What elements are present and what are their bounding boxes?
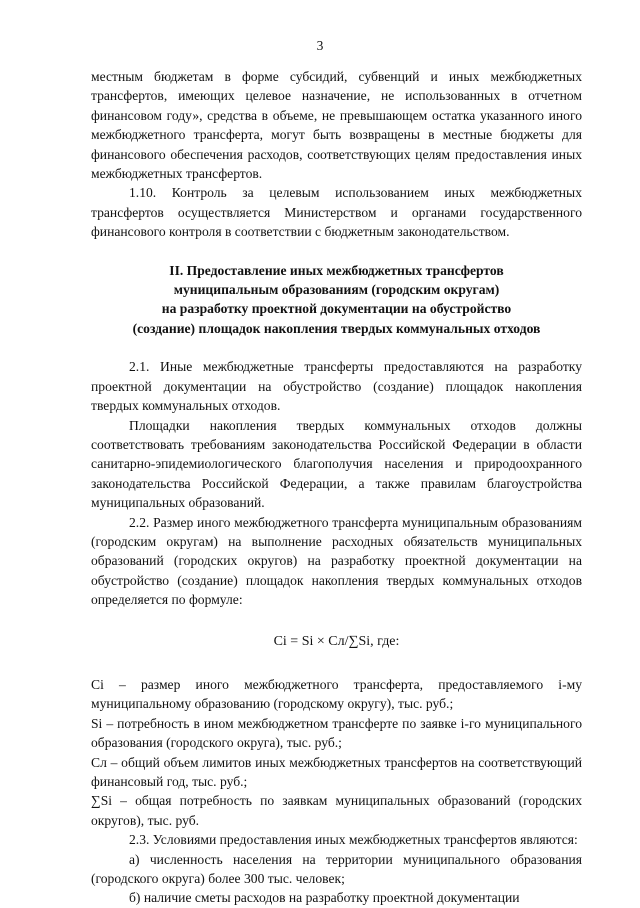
section-heading	[91, 261, 582, 339]
definition-sum-si: ∑Si – общая потребность по заявкам муниципальных образований (городских округов), тыс. руб.	[91, 793, 582, 828]
document-body	[91, 67, 582, 908]
heading-line-2: муниципальным образованиям (городским округам)	[173, 282, 500, 298]
formula: Ci = Si × Сл/∑Si, где:	[273, 633, 400, 649]
paragraph-sites-requirements: Площадки накопления твердых коммунальных отходов должны соответствовать требованиям законодательства Российской Федерации в области санитарно-эпидемиологического благополучия населения и природоохранного законодательства Российской Федерации, а также правилам благоустройства муниципальных образований.	[91, 417, 582, 511]
condition-b: б) наличие сметы расходов на разработку проектной документации	[129, 890, 520, 906]
heading-line-3: на разработку проектной документации на обустройство	[161, 301, 512, 317]
paragraph-continuation: местным бюджетам в форме субсидий, субвенций и иных межбюджетных трансфертов, имеющих целевое назначение, не использованных в отчетном финансовом году», средства в объеме, не превышающем остатка указанного иного межбюджетного трансферта, могут быть возвращены в местные бюджеты для финансового обеспечения расходов, соответствующих целям предоставления иных межбюджетных трансфертов.	[91, 69, 582, 182]
definition-sl: Сл – общий объем лимитов иных межбюджетных трансфертов на соответствующий финансовый год, тыс. руб.;	[91, 754, 582, 789]
paragraph-1-10: 1.10. Контроль за целевым использованием иных межбюджетных трансфертов осуществляется Министерством и органами государственного финансового контроля в соответствии с бюджетным законодательством.	[91, 185, 582, 240]
paragraph-2-3: 2.3. Условиями предоставления иных межбюджетных трансфертов являются:	[129, 832, 578, 848]
condition-a: а) численность населения на территории муниципального образования (городского округа) более 300 тыс. человек;	[91, 851, 582, 887]
paragraph-2-1: 2.1. Иные межбюджетные трансферты предоставляются на разработку проектной документации на обустройство (создание) площадок накопления твердых коммунальных отходов.	[91, 359, 582, 414]
definition-si: Si – потребность в ином межбюджетном трансферте по заявке i-го муниципального образования (городского округа), тыс. руб.;	[91, 715, 582, 751]
definition-ci: Ci – размер иного межбюджетного трансферта, предоставляемого i-му муниципальному образованию (городскому округу), тыс. руб.;	[91, 676, 582, 712]
paragraph-2-2: 2.2. Размер иного межбюджетного трансферта муниципальным образованиям (городским округам) на выполнение расходных обязательств муниципальных образований (городских округов) на разработку проектной документации на обустройство (создание) площадок накопления твердых коммунальных отходов определяется по формуле:	[91, 514, 582, 608]
page-number: 3	[316, 38, 324, 53]
heading-line-4: (создание) площадок накопления твердых коммунальных отходов	[132, 320, 541, 336]
heading-line-1: II. Предоставление иных межбюджетных трансфертов	[169, 262, 504, 278]
